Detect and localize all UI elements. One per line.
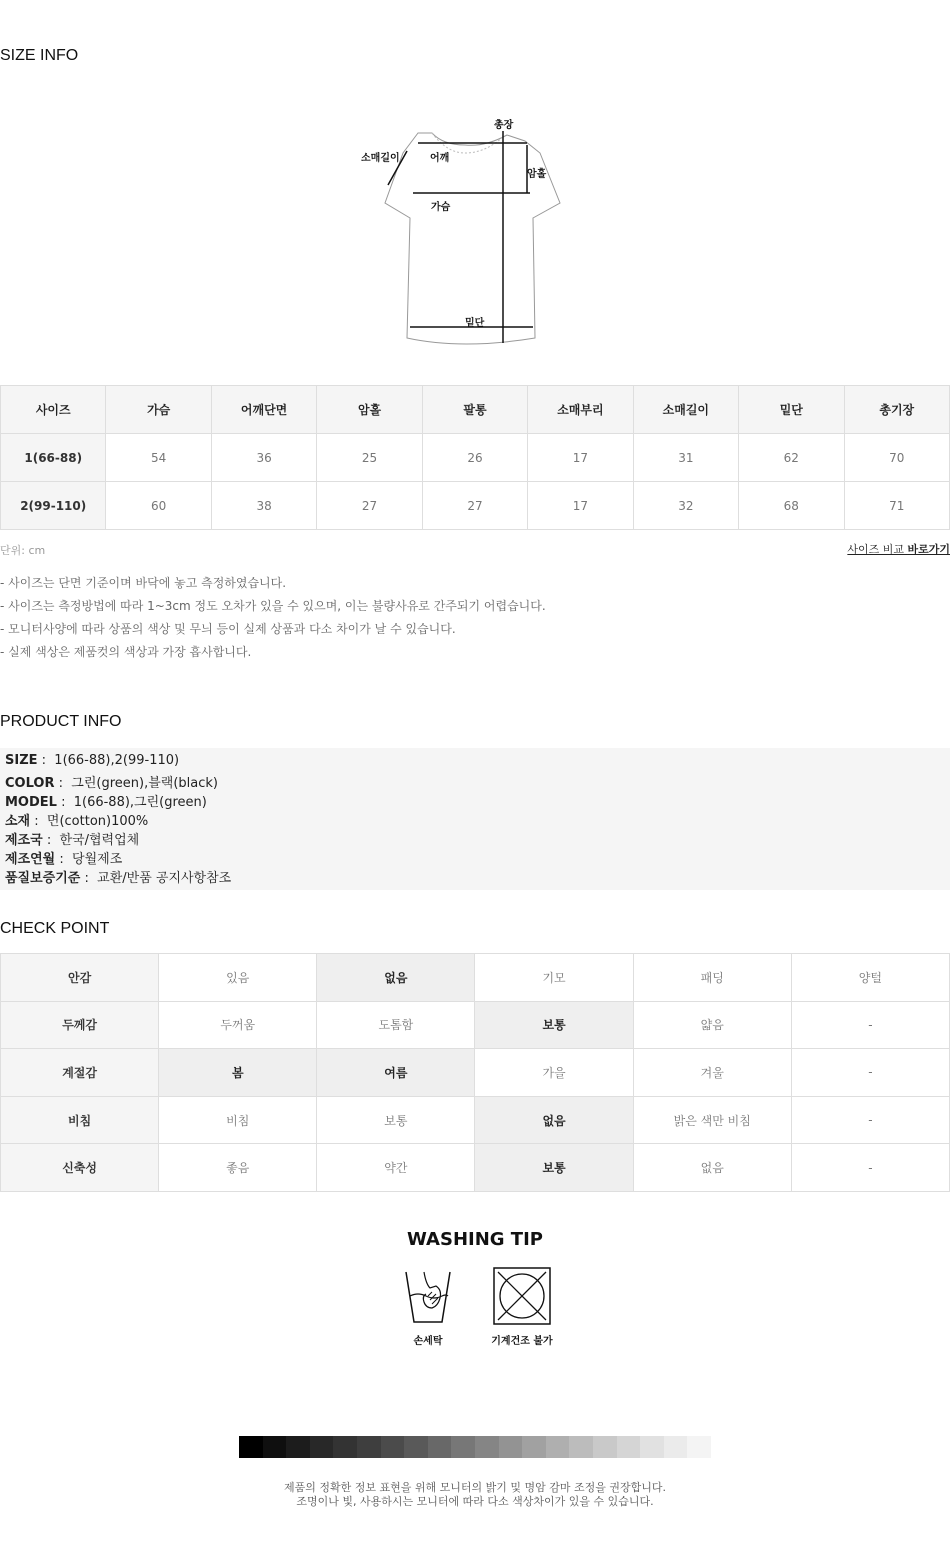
washing-tip-title: WASHING TIP [407, 1229, 543, 1250]
size-header-cell: 암홀 [317, 386, 422, 434]
table-row [1, 1049, 950, 1097]
size-diagram [355, 113, 570, 353]
product-info-row: SIZE : 1(66-88),2(99-110) [5, 753, 180, 768]
label-sleeve-length: 소매길이 [361, 153, 400, 164]
label-hem: 밑단 [465, 318, 485, 329]
gray-swatch [286, 1436, 310, 1458]
check-option: 좋음 [159, 1144, 317, 1192]
gray-swatch [499, 1436, 523, 1458]
label-armhole: 암홀 [527, 169, 547, 180]
product-info-value: 면(cotton)100% [46, 814, 149, 829]
size-compare-link-label: 바로가기 [907, 543, 950, 556]
check-option: 겨울 [633, 1049, 791, 1097]
gray-swatch [239, 1436, 263, 1458]
size-row-label: 1(66-88) [1, 434, 106, 482]
table-row [1, 1001, 950, 1049]
size-header-cell: 사이즈 [1, 386, 106, 434]
check-row-label: 두께감 [1, 1001, 159, 1049]
note-line: - 사이즈는 측정방법에 따라 1~3cm 정도 오차가 있을 수 있으며, 이는 불량사유로 간주되기 어렵습니다. [0, 599, 546, 613]
check-option: 비침 [159, 1096, 317, 1144]
gray-swatch [546, 1436, 570, 1458]
size-table [0, 385, 950, 530]
product-info-key: 제조국 [5, 833, 43, 848]
note-line: - 사이즈는 단면 기준이며 바닥에 놓고 측정하였습니다. [0, 576, 287, 590]
size-compare-prefix: 사이즈 비교 [847, 543, 908, 556]
product-info-value: 1(66-88),그린(green) [73, 795, 207, 810]
check-option: 얇음 [633, 1001, 791, 1049]
label-shoulder: 어깨 [430, 153, 450, 164]
gray-swatch [333, 1436, 357, 1458]
check-option: 두꺼움 [159, 1001, 317, 1049]
gray-swatch [451, 1436, 475, 1458]
size-cell: 62 [739, 434, 844, 482]
product-info-key: SIZE [5, 753, 38, 768]
note-line: - 모니터사양에 따라 상품의 색상 및 무늬 등이 실제 상품과 다소 차이가 날 수 있습니다. [0, 622, 456, 636]
wash-item-hand-wash [388, 1266, 468, 1347]
check-option-selected: 여름 [317, 1049, 475, 1097]
size-header-cell: 밑단 [739, 386, 844, 434]
label-total-length: 총장 [494, 120, 514, 131]
product-info-row: 제조연월 : 당월제조 [5, 852, 123, 867]
size-compare-link[interactable] [847, 541, 950, 557]
size-cell: 38 [211, 482, 316, 530]
check-row-label: 계절감 [1, 1049, 159, 1097]
size-cell: 27 [422, 482, 527, 530]
check-option: 밝은 색만 비침 [633, 1096, 791, 1144]
check-option-selected: 보통 [475, 1001, 633, 1049]
footer-notice [0, 1481, 950, 1509]
wash-item-no-tumble-dry [482, 1266, 562, 1347]
check-point-table [0, 953, 950, 1192]
gray-swatch [310, 1436, 334, 1458]
size-cell: 31 [633, 434, 738, 482]
table-row [1, 1144, 950, 1192]
product-info-row: COLOR : 그린(green),블랙(black) [5, 776, 218, 791]
size-cell: 27 [317, 482, 422, 530]
size-cell: 25 [317, 434, 422, 482]
check-point-title: CHECK POINT [0, 920, 110, 937]
size-header-cell: 총기장 [844, 386, 950, 434]
product-info-key: 제조연월 [5, 852, 56, 867]
product-info-title: PRODUCT INFO [0, 713, 122, 730]
gray-swatch [263, 1436, 287, 1458]
size-info-title: SIZE INFO [0, 47, 79, 64]
wash-label-hand-wash: 손세탁 [413, 1336, 443, 1347]
size-cell: 60 [106, 482, 211, 530]
size-cell: 17 [528, 482, 633, 530]
gray-swatch [522, 1436, 546, 1458]
check-option: 약간 [317, 1144, 475, 1192]
size-cell: 17 [528, 434, 633, 482]
check-option: 기모 [475, 954, 633, 1002]
product-info-row: MODEL : 1(66-88),그린(green) [5, 795, 207, 810]
product-info-row: 품질보증기준 : 교환/반품 공지사항참조 [5, 871, 232, 886]
gray-swatch [475, 1436, 499, 1458]
check-option-selected: 봄 [159, 1049, 317, 1097]
check-row-label: 신축성 [1, 1144, 159, 1192]
gray-scale-bar [239, 1436, 711, 1458]
label-chest: 가슴 [431, 202, 451, 213]
size-row-label: 2(99-110) [1, 482, 106, 530]
check-option-selected: 보통 [475, 1144, 633, 1192]
product-info-box [0, 748, 950, 890]
footer-line: 제품의 정확한 정보 표현을 위해 모니터의 밝기 및 명암 감마 조정을 권장합니다. [284, 1481, 666, 1494]
product-info-row: 소재 : 면(cotton)100% [5, 814, 149, 829]
size-cell: 71 [844, 482, 950, 530]
footer-line: 조명이나 빛, 사용하시는 모니터에 따라 다소 색상차이가 있을 수 있습니다. [296, 1495, 654, 1508]
table-row [1, 1096, 950, 1144]
check-option: 양털 [791, 954, 949, 1002]
gray-swatch [687, 1436, 711, 1458]
product-info-value: 그린(green),블랙(black) [71, 776, 218, 791]
check-option: 가을 [475, 1049, 633, 1097]
size-header-cell: 어깨단면 [211, 386, 316, 434]
size-header-cell: 팔통 [422, 386, 527, 434]
gray-swatch [357, 1436, 381, 1458]
wash-label-no-tumble-dry: 기계건조 불가 [491, 1336, 553, 1347]
product-info-key: 소재 [5, 814, 31, 829]
size-notes [0, 574, 546, 666]
product-info-key: COLOR [5, 776, 55, 791]
gray-swatch [569, 1436, 593, 1458]
product-info-value: 한국/협력업체 [59, 833, 140, 848]
check-option: 없음 [633, 1144, 791, 1192]
check-option: - [791, 1096, 949, 1144]
table-row [1, 434, 950, 482]
product-info-value: 교환/반품 공지사항참조 [97, 871, 232, 886]
gray-swatch [664, 1436, 688, 1458]
gray-swatch [640, 1436, 664, 1458]
check-option-selected: 없음 [317, 954, 475, 1002]
check-row-label: 안감 [1, 954, 159, 1002]
gray-swatch [428, 1436, 452, 1458]
hand-wash-icon [398, 1266, 458, 1326]
check-option: - [791, 1001, 949, 1049]
gray-swatch [593, 1436, 617, 1458]
product-info-key: 품질보증기준 [5, 871, 81, 886]
product-info-value: 당월제조 [72, 852, 123, 867]
check-option: - [791, 1144, 949, 1192]
product-info-key: MODEL [5, 795, 57, 810]
check-option-selected: 없음 [475, 1096, 633, 1144]
gray-swatch [617, 1436, 641, 1458]
check-option: - [791, 1049, 949, 1097]
table-row [1, 482, 950, 530]
size-cell: 32 [633, 482, 738, 530]
no-tumble-dry-icon [492, 1266, 552, 1326]
size-cell: 68 [739, 482, 844, 530]
size-cell: 26 [422, 434, 527, 482]
size-cell: 36 [211, 434, 316, 482]
unit-label: 단위: cm [0, 544, 46, 557]
check-row-label: 비침 [1, 1096, 159, 1144]
size-cell: 54 [106, 434, 211, 482]
product-info-value: 1(66-88),2(99-110) [54, 753, 180, 768]
gray-swatch [404, 1436, 428, 1458]
gray-swatch [381, 1436, 405, 1458]
size-header-cell: 소매길이 [633, 386, 738, 434]
size-cell: 70 [844, 434, 950, 482]
check-option: 도톰함 [317, 1001, 475, 1049]
check-option: 패딩 [633, 954, 791, 1002]
check-option: 보통 [317, 1096, 475, 1144]
size-header-cell: 소매부리 [528, 386, 633, 434]
size-table-header [1, 386, 950, 434]
check-option: 있음 [159, 954, 317, 1002]
note-line: - 실제 색상은 제품컷의 색상과 가장 흡사합니다. [0, 645, 252, 659]
product-info-row: 제조국 : 한국/협력업체 [5, 833, 140, 848]
size-header-cell: 가슴 [106, 386, 211, 434]
table-row [1, 954, 950, 1002]
